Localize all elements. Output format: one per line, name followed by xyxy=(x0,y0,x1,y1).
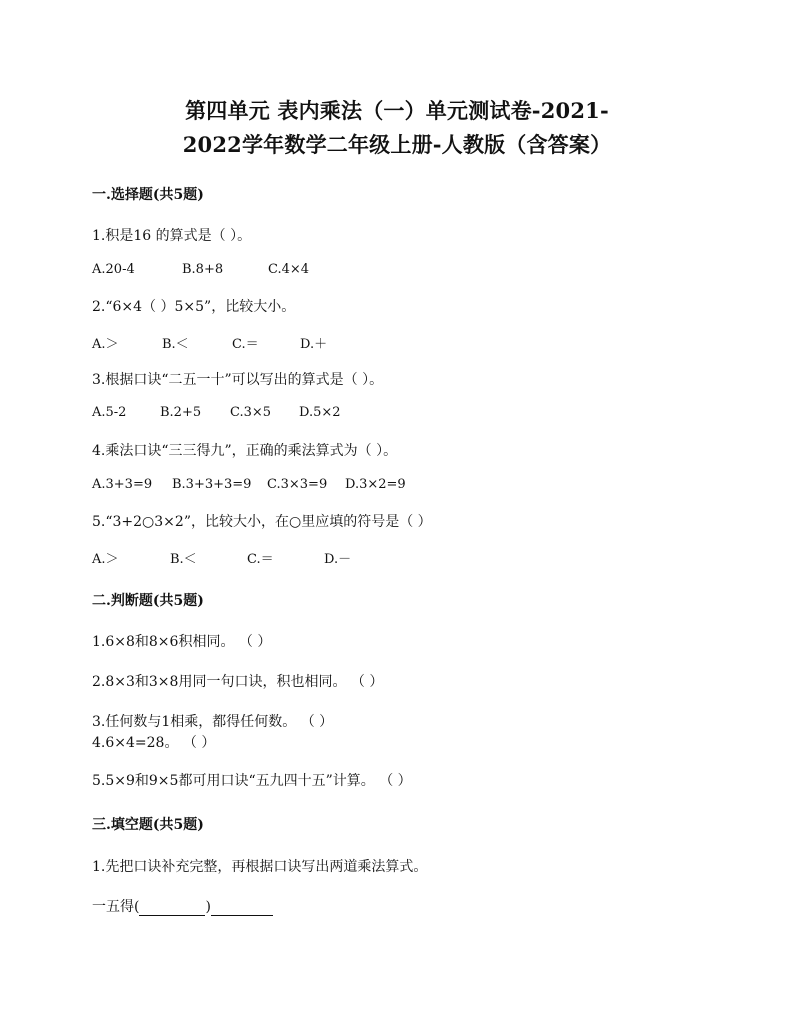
option-b: B.8+8 xyxy=(182,262,224,277)
option-b: B.3+3+3=9 xyxy=(172,477,252,492)
option-a: A.＞ xyxy=(92,337,119,352)
option-b: B.2+5 xyxy=(160,405,202,420)
option-c: C.＝ xyxy=(247,552,274,567)
option-d: D.－ xyxy=(324,552,352,567)
option-d: D.5×2 xyxy=(299,405,341,420)
option-a: A.3+3=9 xyxy=(92,477,153,492)
option-d: D.＋ xyxy=(300,337,328,352)
section-heading-fill: 三.填空题(共5题) xyxy=(92,817,204,833)
option-d: D.3×2=9 xyxy=(345,477,406,492)
option-a: A.20-4 xyxy=(92,262,135,277)
close-paren: ) xyxy=(205,899,211,915)
exam-title-line-2: 2022学年数学二年级上册-人教版（含答案） xyxy=(182,132,612,157)
judge-question-2: 2.8×3和3×8用同一句口诀，积也相同。 （ ） xyxy=(92,674,384,690)
judge-question-3: 3.任何数与1相乘，都得任何数。 （ ） xyxy=(92,714,334,730)
option-c: C.3×3=9 xyxy=(267,477,328,492)
section-heading-judge: 二.判断题(共5题) xyxy=(92,593,204,609)
choice-question-1: 1.积是16 的算式是（ ）。 xyxy=(92,228,252,244)
judge-question-5: 5.5×9和9×5都可用口诀“五九四十五”计算。 （ ） xyxy=(92,773,412,789)
blank-underline-1[interactable] xyxy=(139,901,205,916)
option-b: B.＜ xyxy=(170,552,197,567)
choice-question-4: 4.乘法口诀“三三得九”，正确的乘法算式为（ ）。 xyxy=(92,443,398,459)
mnemonic-prefix: 一五得( xyxy=(92,899,140,915)
blank-underline-2[interactable] xyxy=(211,901,273,916)
option-a: A.5-2 xyxy=(92,405,127,420)
option-c: C.＝ xyxy=(232,337,259,352)
fill-question-1: 1.先把口诀补充完整，再根据口诀写出两道乘法算式。 xyxy=(92,859,428,875)
choice-question-2: 2.“6×4（ ）5×5”，比较大小。 xyxy=(92,299,296,315)
choice-question-3: 3.根据口诀“二五一十”可以写出的算式是（ ）。 xyxy=(92,372,384,388)
fill-answer-line xyxy=(92,896,273,916)
choice-question-5: 5.“3+2○3×2”，比较大小，在○里应填的符号是（ ） xyxy=(92,514,432,530)
option-a: A.＞ xyxy=(92,552,119,567)
option-c: C.3×5 xyxy=(230,405,272,420)
exam-title-line-1: 第四单元 表内乘法（一）单元测试卷-2021- xyxy=(185,98,609,123)
judge-question-4: 4.6×4=28。 （ ） xyxy=(92,735,216,751)
judge-question-1: 1.6×8和8×6积相同。 （ ） xyxy=(92,634,272,650)
section-heading-choice: 一.选择题(共5题) xyxy=(92,187,204,203)
option-c: C.4×4 xyxy=(268,262,310,277)
option-b: B.＜ xyxy=(162,337,189,352)
